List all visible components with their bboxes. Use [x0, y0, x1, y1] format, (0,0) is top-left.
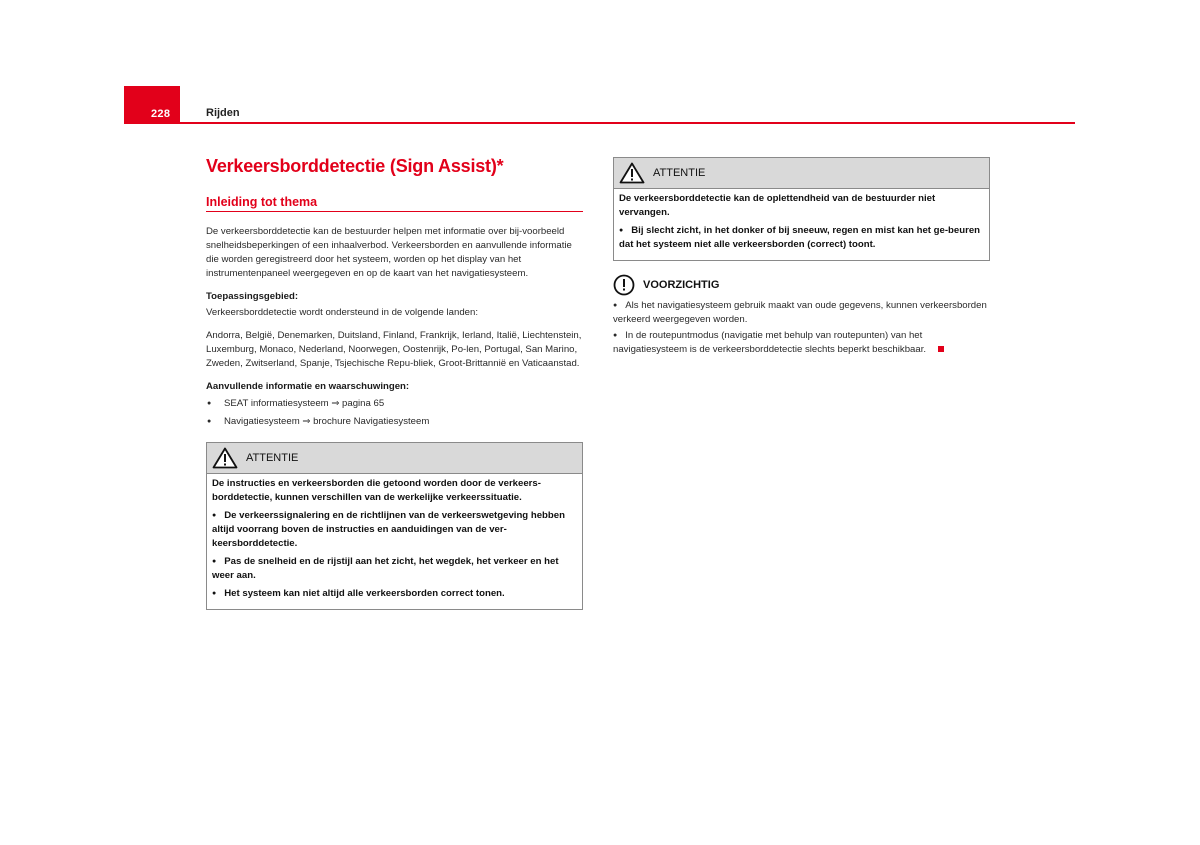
warning-header [614, 158, 989, 189]
caution-item: ● Als het navigatiesysteem gebruik maakt van oude gegevens, kunnen verkeersborden verkeerd weergegeven worden. [613, 300, 987, 325]
countries-list: Andorra, België, Denemarken, Duitsland, Finland, Frankrijk, Ierland, Italië, Liechtenstein, Luxemburg, Monaco, Nederland, Noorwegen, Oostenrijk, Po-len, Portugal, San Marino, Zweden, Zwitserland, Spanje, Tsjechische Repu-bliek, Groot-Brittannië en Vaticaanstad. [206, 330, 582, 369]
caution-item: ● In de routepuntmodus (navigatie met behulp van routepunten) van het navigatiesysteem is de verkeersborddetectie slechts beperkt beschikbaar. [613, 329, 990, 357]
warning-box [206, 442, 583, 610]
page-number: 228 [124, 86, 180, 124]
warning-item: ● Pas de snelheid en de rijstijl aan het zicht, het wegdek, het verkeer en het weer aan. [212, 556, 559, 581]
subsection-title: Inleiding tot thema [206, 195, 583, 212]
warning-item: ● Het systeem kan niet altijd alle verkeersborden correct tonen. [212, 588, 505, 599]
warning-item: ● De verkeerssignalering en de richtlijnen van de verkeerswetgeving hebben altijd voorrang boven de instructies en aanduidingen van de ver-keersborddetectie. [212, 510, 565, 549]
extra-info-label: Aanvullende informatie en waarschuwingen: [206, 381, 410, 392]
section-title: Verkeersborddetectie (Sign Assist)* [206, 156, 504, 176]
warning-triangle-icon [212, 447, 238, 469]
chapter-title: Rijden [206, 107, 240, 119]
intro-paragraph: De verkeersborddetectie kan de bestuurder helpen met informatie over bij-voorbeeld snelheidsbeperkingen of een inhaalverbod. Verkeersborden en aanvullende informatie die worden geregistreerd door het systeem, worden op het display van het instrumentenpaneel weergegeven en op de kaart van het navigatiesysteem. [206, 226, 572, 279]
section-end-marker [938, 346, 944, 352]
list-item[interactable]: ● SEAT informatiesysteem ⇒ pagina 65 [206, 397, 583, 411]
extra-info-list [206, 397, 583, 429]
warning-label: ATTENTIE [653, 167, 706, 179]
warning-body [207, 474, 582, 609]
warning-label: ATTENTIE [246, 452, 299, 464]
warning-box [613, 157, 990, 261]
scope-label: Toepassingsgebied: [206, 291, 299, 302]
warning-header [207, 443, 582, 474]
header-rule [180, 122, 1075, 124]
scope-text: Verkeersborddetectie wordt ondersteund in de volgende landen: [206, 307, 479, 318]
caution-label: VOORZICHTIG [643, 279, 720, 291]
warning-intro: De verkeersborddetectie kan de oplettendheid van de bestuurder niet vervangen. [619, 193, 936, 218]
right-column [613, 157, 990, 357]
caution-exclamation-icon [613, 274, 635, 296]
warning-body [614, 189, 989, 260]
warning-triangle-icon [619, 162, 645, 184]
caution-header [613, 273, 990, 297]
list-item[interactable]: ● Navigatiesysteem ⇒ brochure Navigatiesysteem [206, 415, 583, 429]
warning-item: ● Bij slecht zicht, in het donker of bij sneeuw, regen en mist kan het ge-beuren dat het systeem niet alle verkeersborden (correct) toont. [619, 225, 981, 250]
warning-intro: De instructies en verkeersborden die getoond worden door de verkeers-borddetectie, kunnen verschillen van de werkelijke verkeerssituatie. [212, 478, 541, 503]
left-column [206, 156, 583, 610]
